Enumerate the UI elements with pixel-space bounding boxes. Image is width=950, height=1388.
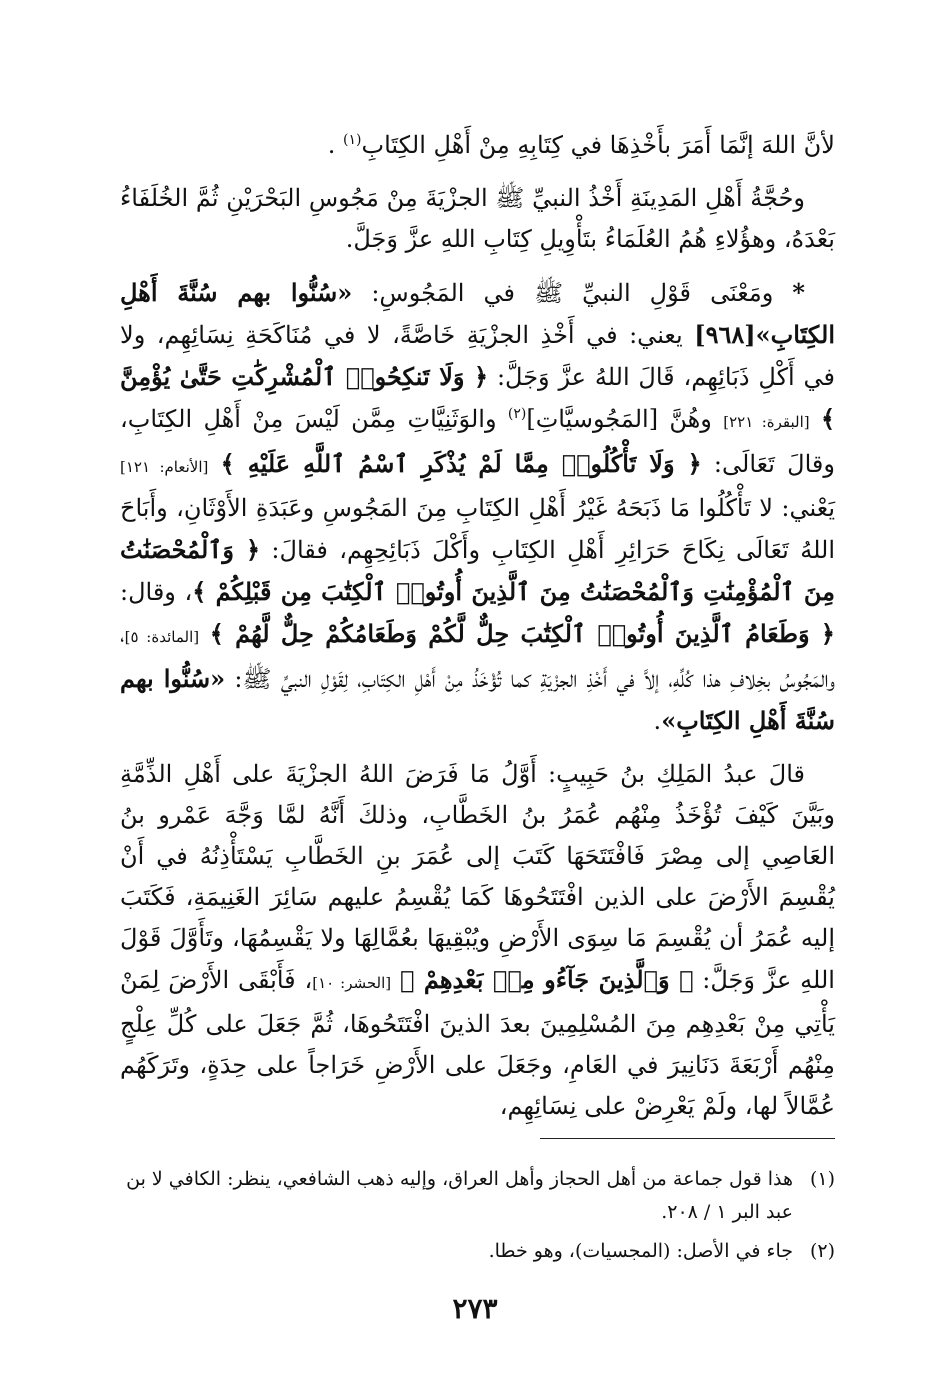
p3-end: . bbox=[653, 707, 662, 735]
p3-text-4: والوَثَنِيَّاتِ مِمَّن لَيْسَ مِنْ أَهْلِ الكِتَابِ، وقالَ تَعَالَى: bbox=[120, 405, 835, 478]
paragraph-1-end: . bbox=[327, 131, 344, 159]
p3-text-3: وهُنَّ [المَجُوسيَّاتِ] bbox=[526, 405, 712, 433]
footnote-ref-1: (١) bbox=[343, 132, 362, 148]
paragraph-3 bbox=[120, 272, 835, 742]
quran-verse-3: ﴿ وَٱلْمُحْصَنَٰتُ مِنَ ٱلْمُؤْمِنَٰتِ وَٱلْمُحْصَنَٰتُ مِنَ ٱلَّذِينَ أُوتُوا۟ ٱلْكِتَٰبَ مِن قَبْلِكُمْ ﴾ bbox=[120, 535, 835, 606]
paragraph-1-text: لأنَّ اللهَ إنَّمَا أَمَرَ بأَخْذِهَا في كِتَابِهِ مِنْ أَهْلِ الكِتَابِ bbox=[361, 131, 835, 159]
page-number: ٢٧٣ bbox=[452, 1292, 498, 1325]
quran-citation-1: [البقرة: ٢٢١] bbox=[723, 413, 810, 431]
hadith-quote-2: «سُنُّوا بهم سُنَّةَ أَهْلِ الكِتَابِ» bbox=[120, 664, 835, 735]
footnote-1 bbox=[120, 1163, 835, 1229]
hadith-ref-968: [٩٦٨] bbox=[694, 320, 756, 349]
footnote-2-number: (٢) bbox=[809, 1240, 835, 1262]
quran-verse-5: ﴿ وَٱلَّذِينَ جَآءُو مِنۢ بَعْدِهِمْ ﴾ bbox=[399, 965, 694, 994]
quran-citation-3: [المائدة: ٥] bbox=[124, 628, 200, 646]
quran-citation-4: [الحشر: ١٠] bbox=[312, 974, 392, 992]
p4-text-1: قالَ عبدُ المَلِكِ بنُ حَبِيبٍ: أَوَّلُ مَا فَرَضَ اللهُ الجزْيَةَ على أَهْلِ الذِّمَّةِ وبَيَّنَ كَيْفَ تُؤْخَذُ مِنْهُم عُمَرُ بنُ الخَطَّابِ، وذلكَ أَنَّهُ لمَّا وَجَّهَ عَمْرو بنُ العَاصِي إلى مِصْرَ فَافْتَتَحَهَا كَتَبَ إلى عُمَرَ بنِ الخَطَّابِ يَسْتَأْذِنُهُ في أَنْ يُقْسِمَ الأَرْضَ على الذين افْتَتَحُوهَا كَمَا يُقْسِمُ عليهم سَائِرَ الغَنِيمَةِ، فَكَتَبَ إليه عُمَرُ أن يُقْسِمَ مَا سِوَى الأَرْضِ ويُبْقِيهَا بعُمَّالِهَا ولا يَقْسِمُهَا، وتَأَوَّلَ قَوْلَ اللهِ عزَّ وَجَلَّ: bbox=[120, 760, 835, 994]
footnotes bbox=[120, 1163, 835, 1274]
p3-text-7: ، والمَجُوسُ بخِلافِ هذا كُلِّهِ، إلاَّ في أَخْذِ الجزْيَةِ كما تُؤْخَذُ مِنْ أَهْلِ الكِتَابِ، لِقَوْلِ النبيِّ ﷺ: bbox=[120, 620, 835, 693]
footnote-2-text: جاء في الأصل: (المجسيات)، وهو خطا. bbox=[488, 1240, 793, 1262]
p3-text-1: ومَعْنَى قَوْلِ النبيِّ ﷺ في المَجُوسِ: bbox=[371, 279, 774, 307]
p3-text-6: ، وقال: bbox=[120, 578, 193, 606]
paragraph-2-text: وحُجَّةُ أَهْلِ المَدِينَةِ أَخْذُ النبيِّ ﷺ الجزْيَةَ مِنْ مَجُوسِ البَحْرَيْنِ ثُمَّ الخُلَفَاءُ بَعْدَهُ، وهؤُلاءِ هُمُ العُلَمَاءُ بتَأْوِيلِ كِتَابِ اللهِ عزَّ وَجَلَّ. bbox=[120, 184, 835, 253]
quran-verse-1: ﴿ وَلَا تَنكِحُوا۟ ٱلْمُشْرِكَٰتِ حَتَّىٰ يُؤْمِنَّ ﴾ bbox=[120, 362, 835, 433]
p4-text-2: ، فَأَبْقَى الأَرْضَ لِمَنْ يَأْتِي مِنْ بَعْدِهِم مِنَ المُسْلِمِينَ بعدَ الذينَ افْتَتَحُوهَا، ثُمَّ جَعَلَ على كُلِّ عِلْجٍ مِنْهُم أَرْبَعَةَ دَنَانِيرَ في العَامِ، وجَعَلَ على الأَرْضِ خَرَاجاً على حِدَةٍ، وتَرَكَهُم عُمَّالاً لها، ولَمْ يَعْرِضْ على نِسَائِهِم، bbox=[120, 966, 836, 1120]
quran-verse-4: ﴿ وَطَعَامُ ٱلَّذِينَ أُوتُوا۟ ٱلْكِتَٰبَ حِلٌّ لَّكُمْ وَطَعَامُكُمْ حِلٌّ لَّهُمْ ﴾ bbox=[209, 619, 835, 648]
footnote-1-number: (١) bbox=[809, 1168, 835, 1190]
footnote-2 bbox=[120, 1235, 835, 1268]
paragraph-2 bbox=[120, 178, 835, 260]
paragraph-4 bbox=[120, 754, 835, 1127]
paragraph-1 bbox=[120, 125, 835, 166]
p3-text-2: يعني: في أَخْذِ الجزْيَةِ خَاصَّةً، لا في مُنَاكَحَةِ نِسَائِهِم، ولا في أَكْلِ ذَبَائِهِم، قَالَ اللهُ عزَّ وَجَلَّ: bbox=[120, 321, 835, 391]
quran-verse-2: ﴿ وَلَا تَأْكُلُوا۟ مِمَّا لَمْ يُذْكَرِ ٱسْمُ ٱللَّهِ عَلَيْهِ ﴾ bbox=[220, 449, 702, 478]
footnote-divider bbox=[540, 1138, 835, 1139]
hadith-quote-1: «سُنُّوا بهم سُنَّةَ أَهْلِ الكِتَابِ» bbox=[120, 278, 835, 349]
footnote-ref-2: (٢) bbox=[507, 406, 527, 422]
footnote-1-text: هذا قول جماعة من أهل الحجاز وأهل العراق، وإليه ذهب الشافعي، ينظر: الكافي لا بن عبد البر ١ / ٢٠٨. bbox=[126, 1168, 793, 1223]
main-text bbox=[120, 125, 835, 1127]
p3-text-5: يَعْني: لا تَأْكُلُوا مَا ذَبَحَهُ غَيْرُ أَهْلِ الكِتَابِ مِنَ المَجُوسِ وعَبَدَةِ الأَوْثَانِ، وأَبَاحَ اللهُ تَعَالَى نِكَاحَ حَرَائِرِ أَهْلِ الكِتَابِ وأَكْلَ ذَبَائِحِهِم، فقالَ: bbox=[120, 494, 835, 564]
star-marker: * bbox=[792, 278, 805, 307]
quran-citation-2: [الأنعام: ١٢١] bbox=[120, 458, 209, 476]
